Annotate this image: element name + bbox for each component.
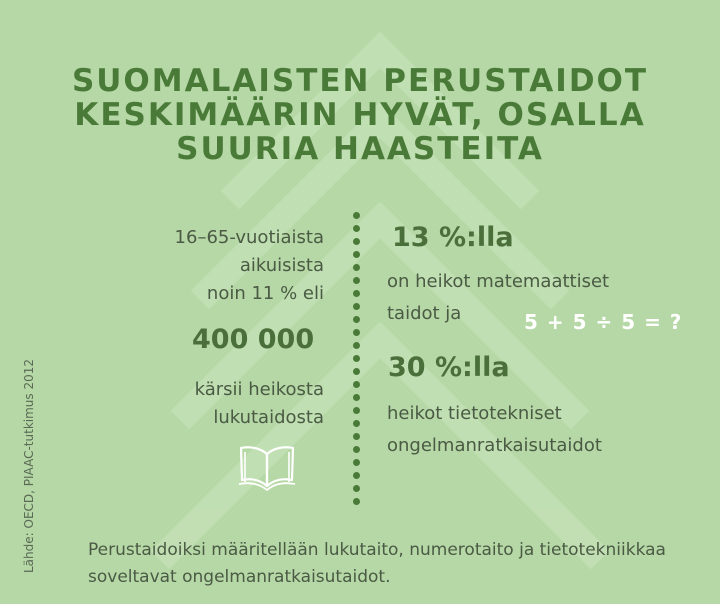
stat1-line: on heikot matemaattiset [387,271,610,292]
footer-line: Perustaidoiksi määritellään lukutaito, numerotaito ja tietotekniikkaa [88,540,666,560]
left-outro-text [104,376,324,432]
title-line: SUURIA HAASTEITA [176,131,544,167]
left-intro-text [104,224,324,308]
footer-line: soveltavat ongelmanratkaisutaidot. [88,567,391,587]
stat2-description [387,398,602,462]
title-line: KESKIMÄÄRIN HYVÄT, OSALLA [74,97,646,133]
big-number-400000: 400 000 [192,324,315,355]
left-outro-line: lukutaidosta [213,407,324,428]
page-title [40,64,680,166]
stat-30-percent: 30 %:lla [388,352,510,383]
left-intro-line: 16–65-vuotiaista [174,227,324,248]
title-line: SUOMALAISTEN PERUSTAIDOT [71,63,649,99]
stat1-line: taidot ja [387,303,462,324]
stat-13-percent: 13 %:lla [392,222,514,253]
stat2-line: heikot tietotekniset [387,403,562,424]
footer-text [88,537,688,591]
left-intro-line: aikuisista [239,255,324,276]
left-intro-line: noin 11 % eli [206,283,324,304]
open-book-icon [236,440,298,492]
math-expression: 5 + 5 ÷ 5 = ? [524,310,683,334]
stat2-line: ongelmanratkaisutaidot [387,435,602,456]
left-outro-line: kärsii heikosta [194,379,324,400]
source-note: Lähde: OECD, PIAAC-tutkimus 2012 [22,358,36,573]
